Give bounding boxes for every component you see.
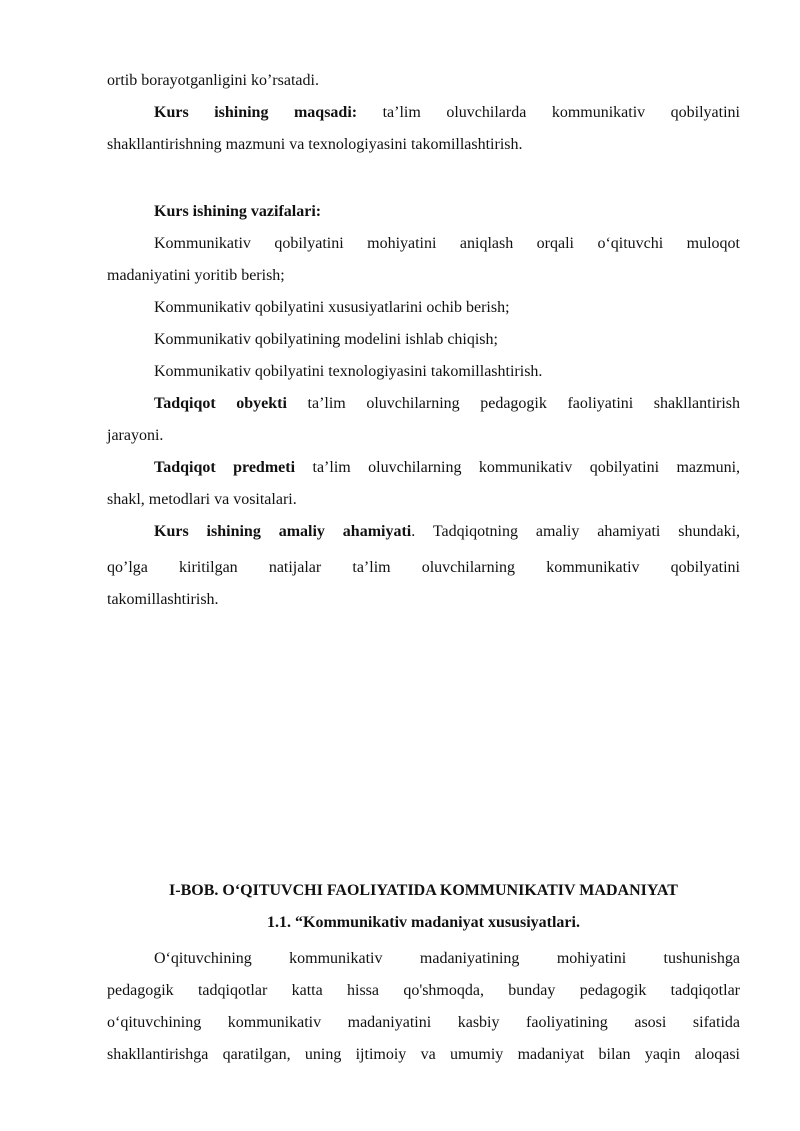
body-line-2: pedagogik tadqiqotlar katta hissa qo'shmoqda, bunday pedagogik tadqiqotlar — [107, 982, 740, 999]
practical-word: natijalar — [268, 559, 322, 576]
task-item-3: Kommunikativ qobilyatining modelini ishlab chiqish; — [154, 331, 498, 348]
practical-word: oluvchilarning — [421, 559, 516, 576]
object-text-1: ta’lim oluvchilarning pedagogik faoliyatini shakllantirish — [307, 395, 741, 412]
practical-word: kommunikativ — [546, 559, 640, 576]
goal-line-1 — [107, 97, 740, 129]
object-line-1 — [107, 388, 740, 420]
subject-label: Tadqiqot predmeti — [154, 459, 296, 476]
task-item-4: Kommunikativ qobilyatini texnologiyasini takomillashtirish. — [154, 363, 543, 380]
task-item-2: Kommunikativ qobilyatini xususiyatlarini ochib berish; — [154, 299, 510, 316]
tasks-heading: Kurs ishining vazifalari: — [154, 203, 322, 220]
section-title: 1.1. “Kommunikativ madaniyat xususiyatlari. — [267, 914, 580, 931]
task-item-1-line-2: madaniyatini yoritib berish; — [107, 267, 285, 284]
practical-line-2 — [107, 552, 740, 584]
practical-text-1: . Tadqiqotning amaliy ahamiyati shundaki, — [411, 523, 741, 540]
task-item-1-line-1: Kommunikativ qobilyatini mohiyatini aniqlash orqali o‘qituvchi muloqot — [154, 235, 740, 252]
practical-word: qo’lga — [107, 559, 148, 576]
object-text-2: jarayoni. — [107, 427, 164, 444]
practical-label: Kurs ishining amaliy ahamiyati — [154, 523, 412, 540]
subject-line-1 — [107, 452, 740, 484]
goal-text-1: ta’lim oluvchilarda kommunikativ qobilyatini — [382, 104, 740, 121]
practical-word: qobilyatini — [670, 559, 740, 576]
practical-word: kiritilgan — [179, 559, 238, 576]
chapter-title: I-BOB. O‘QITUVCHI FAOLIYATIDA KOMMUNIKATIV MADANIYAT — [169, 882, 678, 899]
practical-text-3: takomillashtirish. — [107, 591, 219, 608]
goal-text-2: shakllantirishning mazmuni va texnologiyasini takomillashtirish. — [107, 136, 523, 153]
subject-text-2: shakl, metodlari va vositalari. — [107, 491, 297, 508]
body-line-1: O‘qituvchining kommunikativ madaniyatining mohiyatini tushunishga — [154, 950, 740, 967]
intro-line: ortib borayotganligini ko’rsatadi. — [107, 72, 319, 89]
goal-label: Kurs ishining maqsadi: — [154, 104, 358, 121]
practical-word: ta’lim — [352, 559, 391, 576]
body-line-3: o‘qituvchining kommunikativ madaniyatini kasbiy faoliyatining asosi sifatida — [107, 1014, 740, 1031]
body-line-4: shakllantirishga qaratilgan, uning ijtimoiy va umumiy madaniyat bilan yaqin aloqasi — [107, 1046, 740, 1063]
subject-text-1: ta’lim oluvchilarning kommunikativ qobilyatini mazmuni, — [312, 459, 741, 476]
practical-line-1 — [107, 516, 740, 548]
object-label: Tadqiqot obyekti — [154, 395, 287, 412]
